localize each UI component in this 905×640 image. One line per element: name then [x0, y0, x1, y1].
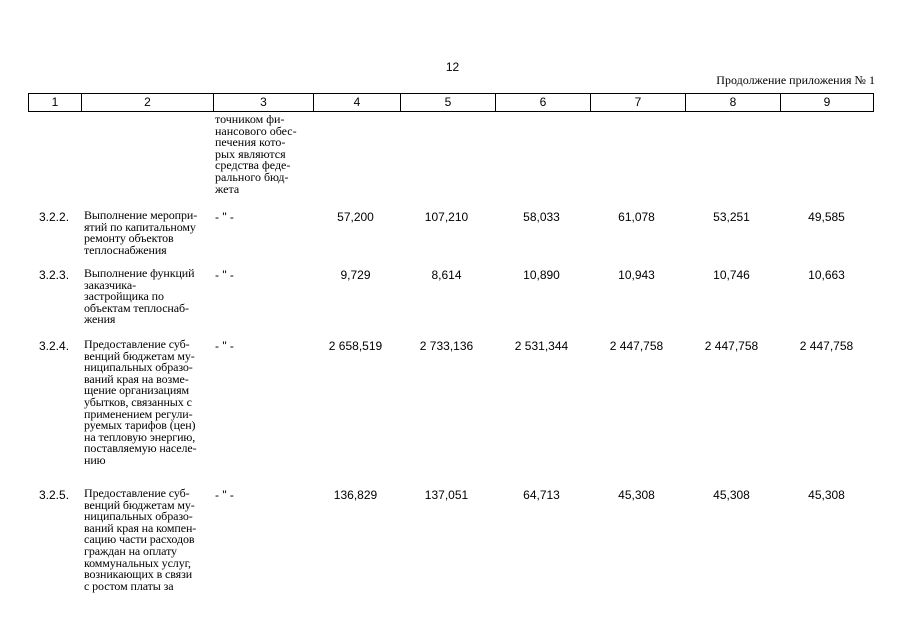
value-col-7: 2 447,758 — [609, 339, 664, 353]
column-header-4: 4 — [353, 95, 361, 109]
row-name — [84, 339, 210, 467]
name-line: граждан на оплату — [84, 543, 177, 558]
appendix-continuation-label: Продолжение приложения № 1 — [716, 73, 875, 87]
name-line: Выполнение меропри- — [84, 208, 198, 222]
name-line: с ростом платы за — [84, 578, 174, 593]
name-line: венций бюджетам му- — [84, 497, 195, 512]
value-col-8: 53,251 — [713, 210, 750, 224]
row-name — [84, 488, 210, 592]
value-col-6: 58,033 — [523, 210, 560, 224]
value-col-8: 10,746 — [713, 268, 750, 282]
source-line: жета — [215, 181, 240, 196]
name-line: теплоснабжения — [84, 242, 167, 257]
name-line: ваний края на компен- — [84, 520, 197, 535]
value-col-6: 10,890 — [523, 268, 560, 282]
column-header-row — [28, 93, 874, 112]
value-col-4: 57,200 — [337, 210, 374, 224]
column-header-2: 2 — [144, 95, 151, 109]
name-line: коммунальных услуг, — [84, 555, 191, 570]
source-line: средства феде- — [215, 158, 291, 173]
name-line: Предоставление суб- — [84, 486, 190, 500]
value-col-4: 9,729 — [340, 268, 371, 282]
value-col-5: 2 733,136 — [419, 339, 474, 353]
name-line: на тепловую энергию, — [84, 429, 196, 444]
name-line: ваний края на возме- — [84, 371, 189, 386]
name-line: застройщика по — [84, 289, 164, 304]
value-col-4: 136,829 — [333, 488, 378, 502]
name-line: Выполнение функций — [84, 266, 195, 280]
name-line: применением регули- — [84, 406, 193, 421]
source-line: нансового обес- — [215, 123, 297, 138]
name-line: ниципальных образо- — [84, 509, 193, 524]
value-col-9: 49,585 — [808, 210, 845, 224]
row-code: 3.2.2. — [39, 210, 70, 224]
name-line: щение организациям — [84, 383, 190, 398]
name-line: ниципальных образо- — [84, 360, 193, 375]
value-col-5: 137,051 — [424, 488, 469, 502]
name-line: ятий по капитальному — [84, 219, 196, 234]
value-col-9: 2 447,758 — [799, 339, 854, 353]
name-line: венций бюджетам му- — [84, 348, 195, 363]
value-col-8: 2 447,758 — [704, 339, 759, 353]
row-code: 3.2.4. — [39, 339, 70, 353]
value-col-9: 10,663 — [808, 268, 845, 282]
column-header-7: 7 — [634, 95, 642, 109]
source-line: рального бюд- — [215, 169, 289, 184]
row-funding-source: - " - — [215, 210, 234, 224]
budget-table — [28, 93, 874, 593]
name-line: Предоставление суб- — [84, 337, 190, 351]
name-line: поставляемую населе- — [84, 441, 197, 456]
row-code: 3.2.5. — [39, 488, 70, 502]
name-line: заказчика- — [84, 277, 136, 292]
row-name — [84, 210, 210, 256]
column-header-5: 5 — [444, 95, 452, 109]
row-funding-source: - " - — [215, 268, 234, 282]
name-line: нию — [84, 452, 106, 467]
value-col-7: 61,078 — [618, 210, 655, 224]
value-col-5: 8,614 — [431, 268, 462, 282]
source-line: печения кото- — [215, 135, 286, 150]
name-line: жения — [84, 312, 116, 327]
column-header-9: 9 — [823, 95, 831, 109]
value-col-7: 45,308 — [618, 488, 655, 502]
page-number: 12 — [445, 60, 460, 74]
name-line: возникающих в связи — [84, 567, 193, 582]
row-funding-source: - " - — [215, 488, 234, 502]
name-line: объектам теплоснаб- — [84, 300, 189, 315]
value-col-5: 107,210 — [424, 210, 469, 224]
value-col-4: 2 658,519 — [328, 339, 383, 353]
row-funding-source: - " - — [215, 339, 234, 353]
value-col-8: 45,308 — [713, 488, 750, 502]
value-col-6: 2 531,344 — [514, 339, 569, 353]
name-line: ремонту объектов — [84, 231, 174, 246]
value-col-7: 10,943 — [618, 268, 655, 282]
source-line: точником фи- — [215, 112, 285, 126]
value-col-9: 45,308 — [808, 488, 845, 502]
column-header-6: 6 — [539, 95, 547, 109]
column-header-1: 1 — [51, 95, 59, 109]
column-header-3: 3 — [260, 95, 267, 109]
source-line: рых являются — [215, 146, 286, 161]
continued-funding-source — [215, 114, 311, 195]
name-line: убытков, связанных с — [84, 394, 192, 409]
name-line: сацию части расходов — [84, 532, 195, 547]
name-line: руемых тарифов (цен) — [84, 418, 196, 433]
row-code: 3.2.3. — [39, 268, 70, 282]
column-header-8: 8 — [729, 95, 737, 109]
value-col-6: 64,713 — [523, 488, 560, 502]
row-name — [84, 268, 210, 326]
